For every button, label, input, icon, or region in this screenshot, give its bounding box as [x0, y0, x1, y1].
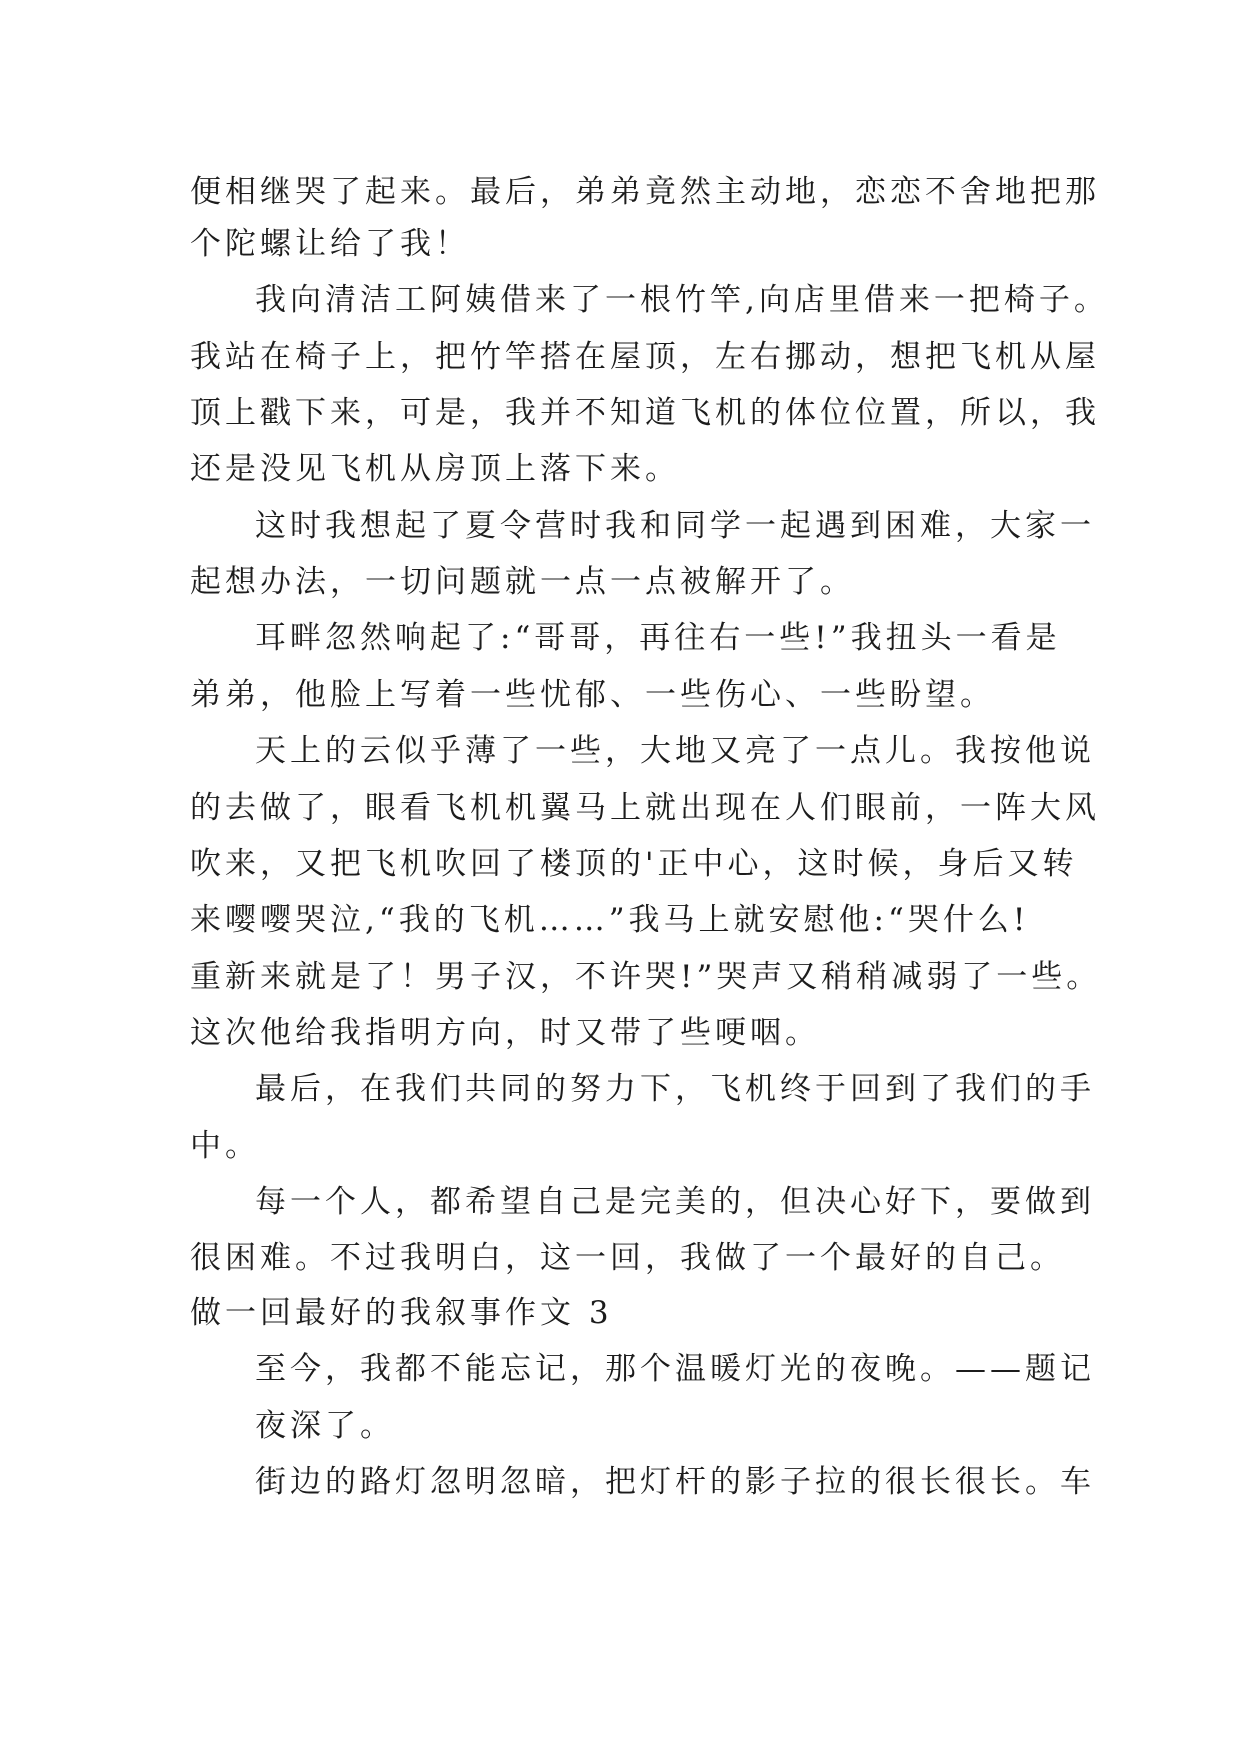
text-line: 重新来就是了！男子汉，不许哭!”哭声又稍稍减弱了一些。 — [190, 959, 1102, 995]
text-line: 弟弟，他脸上写着一些忧郁、一些伤心、一些盼望。 — [190, 677, 995, 713]
text-line: 来嘤嘤哭泣,“我的飞机……”我马上就安慰他:“哭什么! — [190, 902, 1030, 938]
paragraph-start-line: 至今，我都不能忘记，那个温暖灯光的夜晚。——题记 — [255, 1351, 1095, 1387]
text-line: 个陀螺让给了我！ — [190, 226, 470, 262]
text-line: 这次他给我指明方向，时又带了些哽咽。 — [190, 1015, 820, 1051]
section-title: 做一回最好的我叙事作文 3 — [190, 1295, 613, 1331]
paragraph-start-line: 每一个人，都希望自己是完美的，但决心好下，要做到 — [255, 1184, 1095, 1220]
paragraph-start-line: 耳畔忽然响起了:“哥哥，再往右一些!”我扭头一看是 — [255, 620, 1061, 656]
text-line: 还是没见飞机从房顶上落下来。 — [190, 451, 680, 487]
text-line: 我站在椅子上，把竹竿搭在屋顶，左右挪动，想把飞机从屋 — [190, 339, 1100, 375]
text-line: 很困难。不过我明白，这一回，我做了一个最好的自己。 — [190, 1240, 1065, 1276]
text-line: 顶上戳下来，可是，我并不知道飞机的体位位置，所以，我 — [190, 395, 1100, 431]
paragraph-start-line: 最后，在我们共同的努力下，飞机终于回到了我们的手 — [255, 1071, 1095, 1107]
paragraph-start-line: 天上的云似乎薄了一些，大地又亮了一点儿。我按他说 — [255, 733, 1095, 769]
paragraph-start-line: 我向清洁工阿姨借来了一根竹竿,向店里借来一把椅子。 — [255, 282, 1109, 318]
text-line: 吹来，又把飞机吹回了楼顶的'正中心，这时候，身后又转 — [190, 846, 1078, 882]
text-line: 中。 — [190, 1128, 260, 1164]
text-line: 起想办法，一切问题就一点一点被解开了。 — [190, 564, 855, 600]
paragraph-start-line: 夜深了。 — [255, 1408, 395, 1444]
text-line: 的去做了，眼看飞机机翼马上就出现在人们眼前，一阵大风 — [190, 790, 1100, 826]
text-line: 便相继哭了起来。最后，弟弟竟然主动地，恋恋不舍地把那 — [190, 174, 1100, 210]
paragraph-start-line: 街边的路灯忽明忽暗，把灯杆的影子拉的很长很长。车 — [255, 1464, 1095, 1500]
paragraph-start-line: 这时我想起了夏令营时我和同学一起遇到困难，大家一 — [255, 508, 1095, 544]
